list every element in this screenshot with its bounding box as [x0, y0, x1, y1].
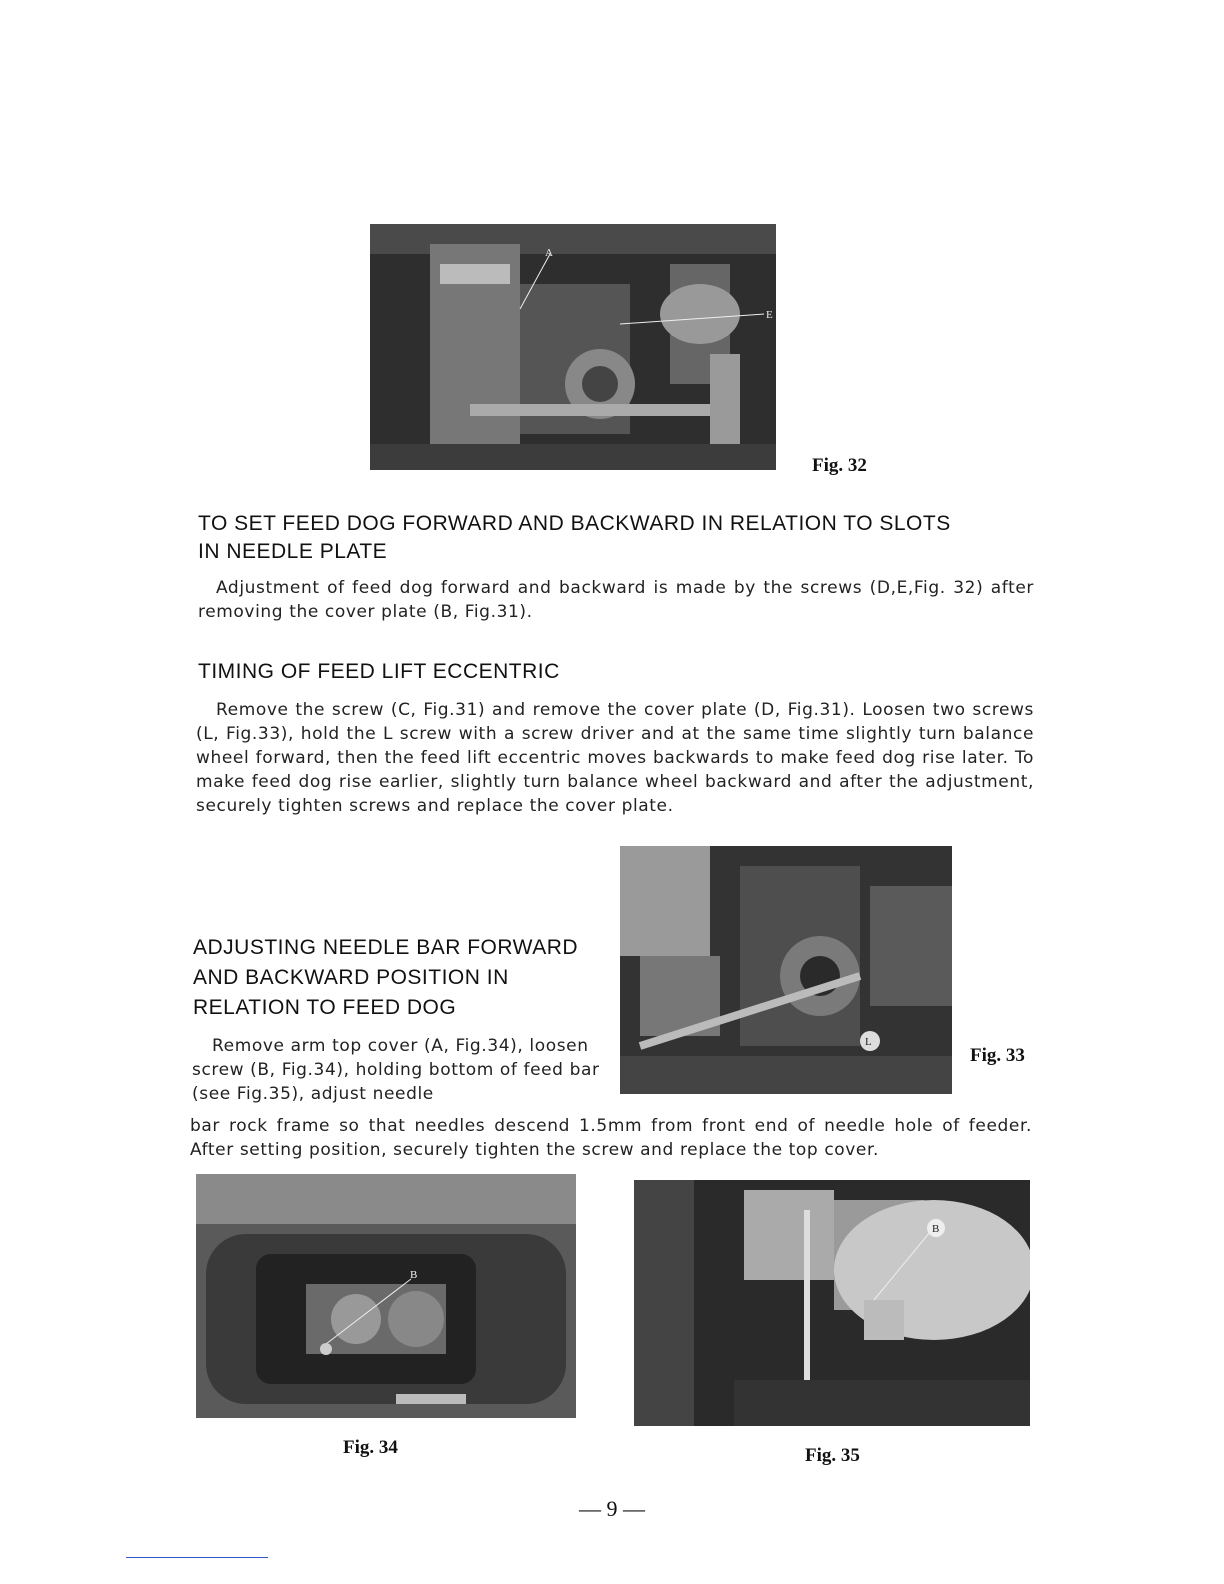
section3-heading-line3: RELATION TO FEED DOG: [193, 996, 457, 1019]
section1-heading-line1: TO SET FEED DOG FORWARD AND BACKWARD IN RELATION TO SLOTS: [198, 512, 951, 535]
section3-heading-line1: ADJUSTING NEEDLE BAR FORWARD: [193, 936, 579, 959]
fig33-caption: Fig. 33: [970, 1045, 1025, 1066]
fig33-illustration: [620, 846, 952, 1094]
section3-body-wide: bar rock frame so that needles descend 1.5mm from front end of needle hole of feeder. After setting position, securely tighten the screw and replace the top cover.: [190, 1116, 1032, 1160]
fig35-photo: [634, 1180, 1030, 1426]
fig32-photo: [370, 224, 776, 470]
fig32-letter-a: A: [545, 247, 553, 259]
fig34-illustration: [196, 1174, 576, 1418]
section3-heading-line2: AND BACKWARD POSITION IN: [193, 966, 509, 989]
footer-rule: [126, 1557, 268, 1558]
section1-body: Adjustment of feed dog forward and backward is made by the screws (D,E,Fig. 32) after removing the cover plate (B, Fig.31).: [198, 578, 1034, 622]
fig35-letter-b: B: [932, 1223, 940, 1235]
fig35-illustration: [634, 1180, 1030, 1426]
fig34-photo: [196, 1174, 576, 1418]
section3-body-narrow: Remove arm top cover (A, Fig.34), loosen screw (B, Fig.34), holding bottom of feed bar (see Fig.35), adjust needle: [192, 1036, 600, 1104]
fig32-caption: Fig. 32: [812, 455, 867, 476]
section2-body: Remove the screw (C, Fig.31) and remove the cover plate (D, Fig.31). Loosen two screws (L, Fig.33), hold the L screw with a screw driver and at the same time slightly turn balance wheel forward, then the feed lift eccentric moves backwards to make feed dog rise later. To make feed dog rise earlier, slightly turn balance wheel backward and after the adjustment, securely tighten screws and replace the cover plate.: [196, 700, 1034, 816]
fig32-illustration: [370, 224, 776, 470]
fig32-letter-e: E: [766, 309, 773, 321]
fig34-caption: Fig. 34: [343, 1437, 398, 1458]
page-number: — 9 —: [579, 1496, 645, 1521]
fig33-letter-l: L: [865, 1036, 872, 1048]
section1-heading-line2: IN NEEDLE PLATE: [198, 540, 388, 563]
fig35-caption: Fig. 35: [805, 1445, 860, 1466]
section2-heading: TIMING OF FEED LIFT ECCENTRIC: [198, 660, 560, 683]
fig34-letter-b: B: [410, 1269, 418, 1281]
fig33-photo: [620, 846, 952, 1094]
